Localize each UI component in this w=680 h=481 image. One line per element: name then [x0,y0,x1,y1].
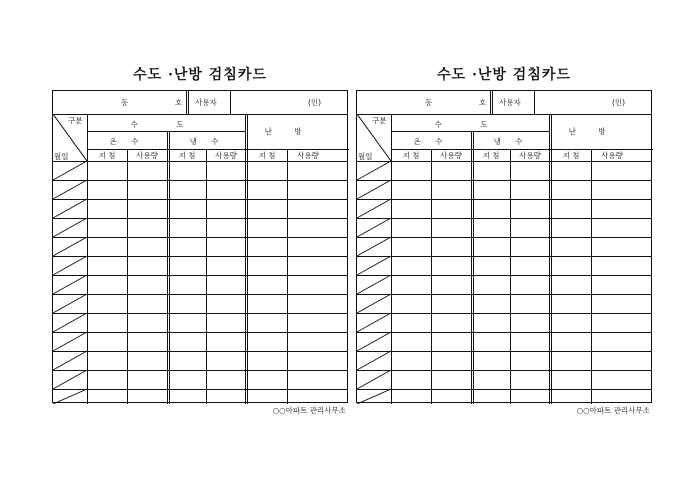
table-row [53,256,347,257]
table-row [357,237,651,238]
table-row [357,180,651,181]
table-row [53,313,347,314]
table-row [53,351,347,352]
table-row [53,218,347,219]
col-line [510,149,511,404]
heating-label: 난 방 [568,127,616,136]
meter-form [52,90,348,403]
cold-water-label: 냉 수 [189,137,225,146]
hot-usage-label: 사용량 [440,151,462,160]
col-line [549,114,550,404]
header-sep-1 [186,91,187,114]
col-line [591,149,592,404]
col-line [167,131,168,404]
header-sep-1 [490,91,491,114]
header-divider [357,114,651,115]
office-footer: ○○아파트 관리사무소 [272,406,346,415]
heat-usage-label: 사용량 [297,151,319,160]
col-line [391,114,392,404]
col-line [245,114,246,404]
header-sep-2 [230,91,231,114]
date-label: 월일 [358,152,373,161]
table-row [357,218,651,219]
col-line [127,149,128,404]
col-line [87,114,88,404]
cold-usage-label: 사용량 [215,151,237,160]
col-line [473,131,474,404]
header-divider [53,114,347,115]
col-line [287,149,288,404]
header-sep-1b [188,91,189,114]
header-bottom-line [357,161,651,162]
table-row [357,256,651,257]
cold-water-label: 냉 수 [493,137,529,146]
table-row [53,370,347,371]
table-row [53,332,347,333]
ho-label: 호 [479,98,487,107]
seal-label: (인) [308,98,322,107]
cold-usage-label: 사용량 [519,151,541,160]
table-row [53,237,347,238]
hot-water-label: 온 수 [109,137,145,146]
header-sep-1b [492,91,493,114]
category-label: 구분 [68,116,83,125]
cold-reading-label: 지 침 [482,151,500,160]
table-row [357,370,651,371]
heat-reading-label: 지 침 [258,151,276,160]
table-row [357,199,651,200]
cold-reading-label: 지 침 [178,151,196,160]
date-diagonals [357,161,391,404]
col-line [206,149,207,404]
table-row [53,180,347,181]
category-label: 구분 [372,116,387,125]
dong-label: 동 [121,98,129,107]
water-label: 수 도 [434,120,506,129]
table-row [357,351,651,352]
hot-reading-label: 지 침 [402,151,420,160]
table-row [357,332,651,333]
user-label: 사용자 [499,98,521,107]
hot-usage-label: 사용량 [136,151,158,160]
header-diagonal [53,114,87,161]
table-row [357,275,651,276]
meter-card-right [356,0,652,481]
header-bottom-line [53,161,347,162]
card-title: 수도 ·난방 검침카드 [437,67,571,83]
user-label: 사용자 [195,98,217,107]
col-line [247,114,248,404]
meter-form [356,90,652,403]
heating-label: 난 방 [264,127,312,136]
col-line [431,149,432,404]
date-diagonals [53,161,87,404]
table-row [53,294,347,295]
card-title: 수도 ·난방 검침카드 [133,67,267,83]
col-line [551,114,552,404]
heat-usage-label: 사용량 [601,151,623,160]
table-row [53,275,347,276]
table-row [53,199,347,200]
meter-card-left [52,0,348,481]
col-line [169,131,170,404]
table-row [357,389,651,390]
hot-water-label: 온 수 [413,137,449,146]
seal-label: (인) [612,98,626,107]
office-footer: ○○아파트 관리사무소 [576,406,650,415]
table-row [357,313,651,314]
col-line [471,131,472,404]
header-diagonal [357,114,391,161]
table-row [53,389,347,390]
heat-reading-label: 지 침 [562,151,580,160]
table-row [357,294,651,295]
hot-reading-label: 지 침 [98,151,116,160]
dong-label: 동 [425,98,433,107]
date-label: 월일 [54,152,69,161]
water-label: 수 도 [130,120,202,129]
ho-label: 호 [175,98,183,107]
header-sep-2 [534,91,535,114]
